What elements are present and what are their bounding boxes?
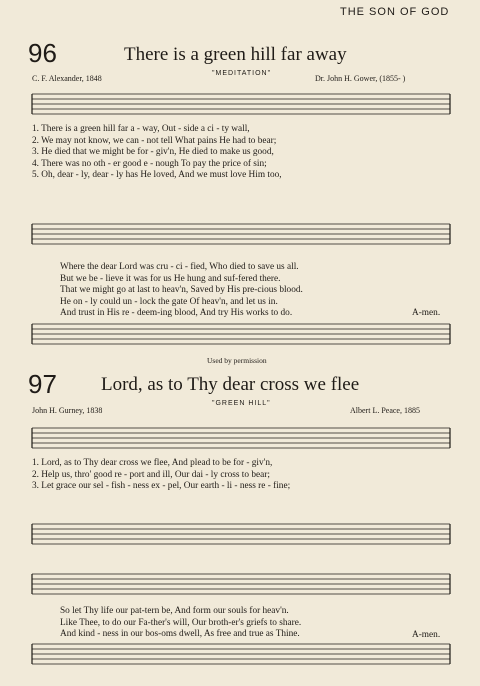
tune-name: "MEDITATION": [212, 70, 272, 77]
verse-line: 3. Let grace our sel - fish - ness ex - pel, Our earth - li - ness re - fine;: [32, 481, 291, 491]
verse-line: 5. Oh, dear - ly, dear - ly has He loved, And we must love Him too,: [32, 170, 282, 180]
amen-label: A-men.: [412, 630, 441, 640]
section-title: THE SON OF GOD: [340, 6, 450, 18]
verse-line: Where the dear Lord was cru - ci - fied, Who died to save us all.: [60, 262, 299, 272]
verse-line: 2. We may not know, we can - not tell What pains He had to bear;: [32, 135, 277, 146]
verse-line: 1. There is a green hill far a - way, Out - side a ci - ty wall,: [32, 124, 250, 134]
verse-line: 1. Lord, as to Thy dear cross we flee, And plead to be for - giv'n,: [32, 458, 273, 468]
verse-line: 2. Help us, thro' good re - port and ill, Our dai - ly cross to bear;: [32, 469, 270, 480]
verse-line: So let Thy life our pat-tern be, And form our souls for heav'n.: [60, 606, 289, 616]
author-credit: C. F. Alexander, 1848: [32, 74, 102, 83]
verse-line: 3. He died that we might be for - giv'n, He died to make us good,: [32, 147, 274, 157]
verse-line: And kind - ness in our bos-oms dwell, As free and true as Thine.: [60, 629, 300, 639]
hymn-title: Lord, as to Thy dear cross we flee: [101, 374, 360, 395]
verse-line: 4. There was no oth - er good e - nough To pay the price of sin;: [32, 158, 267, 169]
verse-line: Like Thee, to do our Fa-ther's will, Our broth-er's griefs to share.: [60, 617, 302, 628]
tune-name: "GREEN HILL": [212, 400, 271, 407]
verse-line: But we be - lieve it was for us He hung and suf-fered there.: [60, 273, 281, 284]
verse-line: He on - ly could un - lock the gate Of heav'n, and let us in.: [60, 296, 278, 307]
hymn-title: There is a green hill far away: [124, 44, 347, 65]
hymn-number: 96: [28, 38, 57, 68]
hymn-number: 97: [28, 369, 57, 399]
verses-block: [32, 124, 282, 182]
author-credit: John H. Gurney, 1838: [32, 406, 103, 415]
composer-credit: Dr. John H. Gower, (1855- ): [315, 74, 406, 83]
verses-block: [60, 262, 303, 320]
verse-line: That we might go at last to heav'n, Saved by His pre-cious blood.: [60, 285, 303, 295]
permission-note: Used by permission: [207, 356, 267, 365]
amen-label: A-men.: [412, 308, 441, 318]
verse-line: And trust in His re - deem-ing blood, And try His works to do.: [60, 308, 293, 318]
verses-block: [32, 458, 290, 493]
composer-credit: Albert L. Peace, 1885: [350, 406, 420, 415]
verses-block: [60, 606, 301, 641]
